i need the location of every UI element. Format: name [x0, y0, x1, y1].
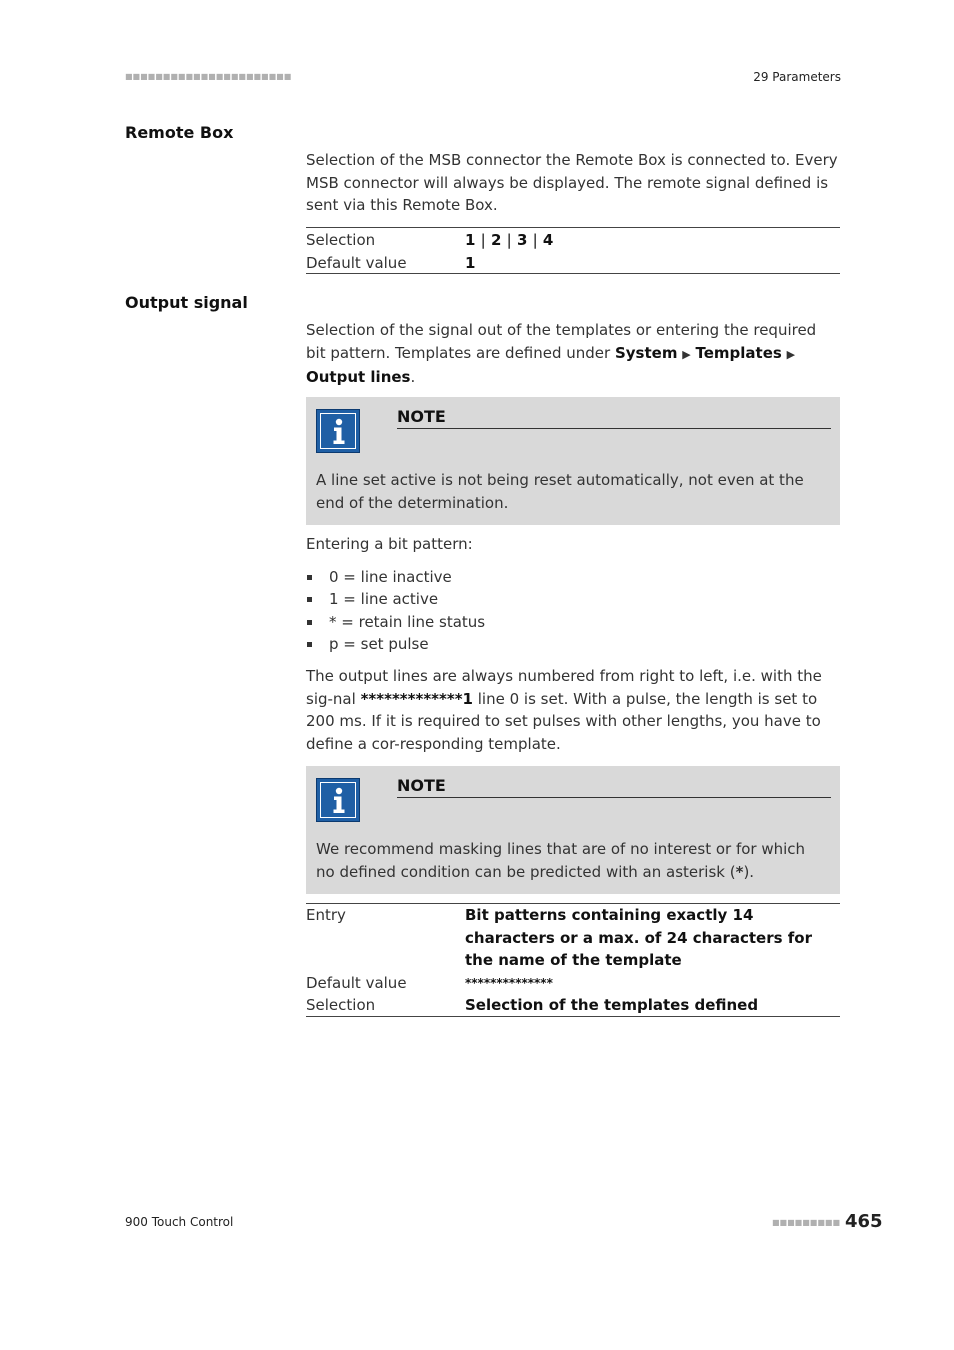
default-label: Default value: [306, 973, 407, 992]
list-item: 0 = line inactive: [306, 566, 840, 588]
table-row: [306, 904, 840, 972]
header-decoration: ■■■■■■■■■■■■■■■■■■■■■■: [125, 72, 292, 81]
section-title-remote-box: Remote Box: [125, 123, 234, 142]
menu-path-output-lines: Output lines: [306, 368, 411, 386]
note-box: [306, 397, 840, 525]
table-row: [306, 229, 840, 252]
list-item: * = retain line status: [306, 611, 840, 633]
default-value: 1: [465, 253, 476, 272]
section-title-output-signal: Output signal: [125, 293, 248, 312]
selection-values: 1 | 2 | 3 | 4: [465, 231, 554, 249]
note-box: [306, 766, 840, 894]
selection-label: Selection: [306, 231, 376, 249]
bit-pattern-heading: Entering a bit pattern:: [306, 535, 473, 553]
selection-value: Selection of the templates defined: [465, 996, 759, 1014]
product-name: 900 Touch Control: [125, 1215, 234, 1229]
note-text: A line set active is not being reset automatically, not even at the end of the determination.: [316, 471, 804, 512]
bit-pattern-list: [306, 566, 840, 655]
output-signal-description: Selection of the signal out of the templates or entering the required bit pattern. Templates are defined under System ▶ Templates ▶ Output lines.: [306, 321, 817, 386]
list-item: 1 = line active: [306, 588, 840, 610]
menu-path-templates: Templates: [695, 343, 782, 362]
note-title: NOTE: [397, 407, 831, 429]
path-arrow-icon: ▶: [786, 347, 796, 361]
default-label: Default value: [306, 253, 407, 272]
path-arrow-icon: ▶: [682, 347, 691, 361]
default-value: **************: [465, 975, 553, 990]
footer-decoration: ■■■■■■■■■: [772, 1218, 841, 1227]
table-row: [306, 972, 840, 995]
page-number: 465: [845, 1211, 883, 1232]
list-item: p = set pulse: [306, 633, 840, 655]
remote-box-parameter-table: [306, 227, 840, 274]
selection-label: Selection: [306, 996, 376, 1014]
info-icon: [316, 778, 360, 822]
menu-path-system: System: [614, 343, 678, 362]
output-signal-parameter-table: [306, 903, 840, 1017]
info-icon: [316, 409, 360, 453]
note-text: We recommend masking lines that are of no interest or for which no defined condition can be predicted with an asterisk (*).: [316, 840, 806, 881]
numbering-description: The output lines are always numbered from right to left, i.e. with the sig-nal *************1 line 0 is set. With a pulse, the length is set to 200 ms. If it is required to set pulses with other lengths, you have to define a cor-responding template.: [306, 667, 822, 753]
table-row: [306, 994, 840, 1017]
entry-value: Bit patterns containing exactly 14 characters or a max. of 24 characters for the name of the template: [465, 906, 812, 969]
bit-pattern-example: *************1: [360, 689, 473, 708]
note-title: NOTE: [397, 776, 831, 798]
table-row: [306, 252, 840, 275]
entry-label: Entry: [306, 906, 346, 924]
chapter-title: 29 Parameters: [753, 70, 841, 84]
remote-box-description: Selection of the MSB connector the Remote Box is connected to. Every MSB connector will always be displayed. The remote signal defined is sent via this Remote Box.: [306, 151, 838, 214]
